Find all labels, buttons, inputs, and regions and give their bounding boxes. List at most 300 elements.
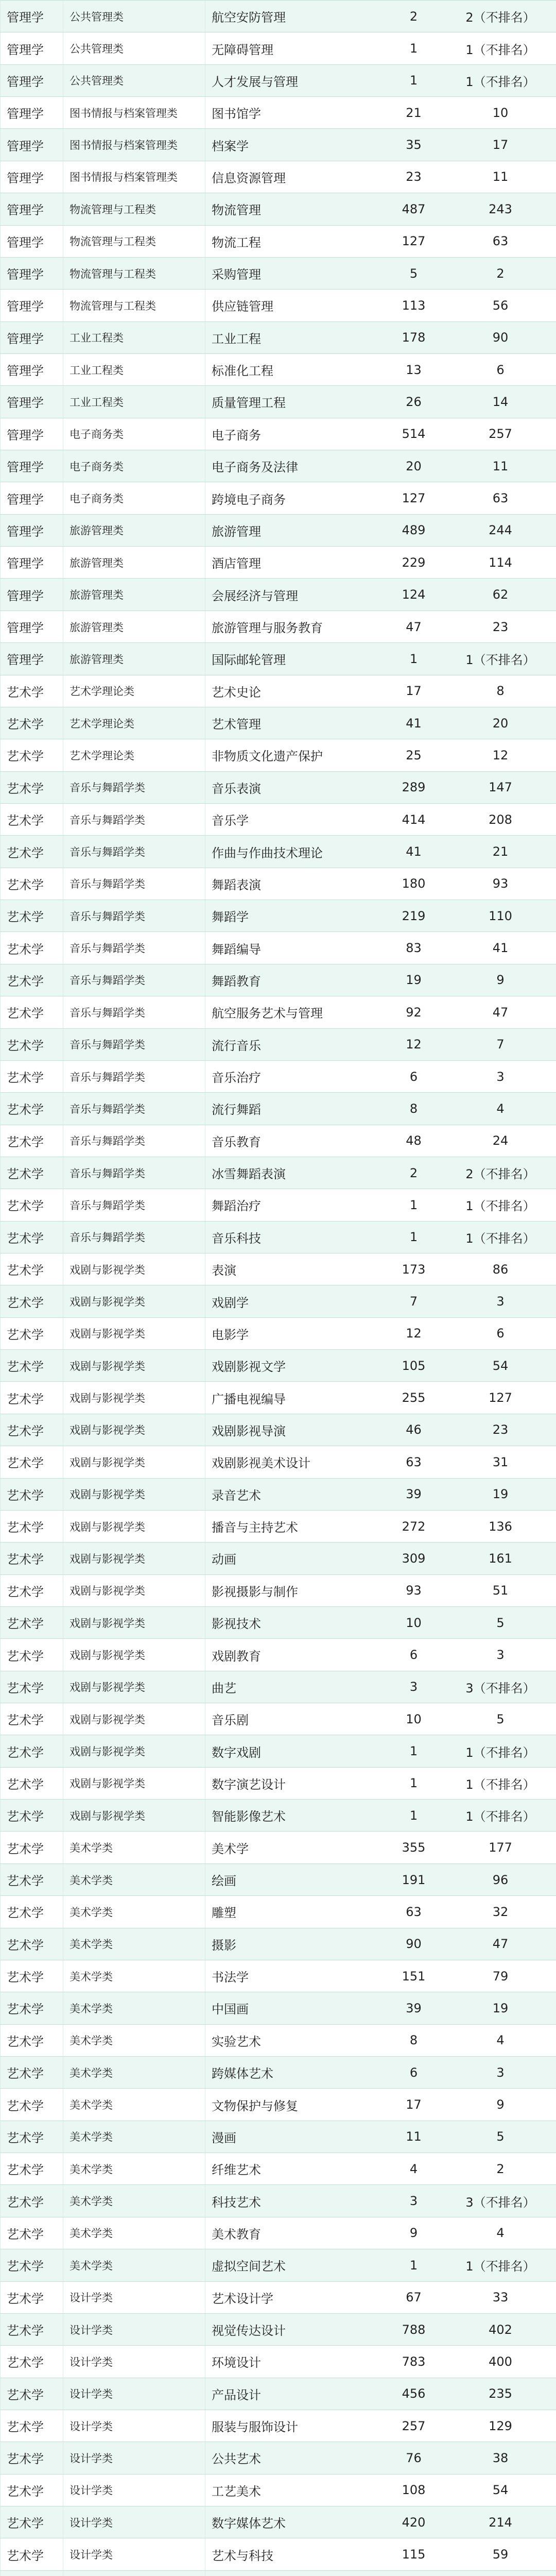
discipline-cell: 艺术学 xyxy=(1,1863,63,1895)
rank-count-cell: 2 xyxy=(445,2153,556,2185)
major-name-cell: 服装与服饰设计 xyxy=(205,2410,383,2442)
discipline-cell: 艺术学 xyxy=(1,2474,63,2506)
table-row xyxy=(1,1189,556,1221)
rank-count-cell: 11 xyxy=(445,161,556,193)
count-cell: 3 xyxy=(383,2185,445,2217)
rank-count-cell: 208 xyxy=(445,803,556,835)
discipline-cell: 艺术学 xyxy=(1,2442,63,2474)
rank-count-cell: 400 xyxy=(445,2346,556,2378)
discipline-cell: 管理学 xyxy=(1,579,63,611)
major-name-cell: 戏剧学 xyxy=(205,1285,383,1317)
rank-count-cell: 6 xyxy=(445,353,556,385)
table-row xyxy=(1,1960,556,1992)
rank-count-cell: 23 xyxy=(445,1414,556,1446)
major-name-cell: 采购管理 xyxy=(205,257,383,289)
count-cell: 113 xyxy=(383,290,445,321)
subject-category-cell: 美术学类 xyxy=(63,2024,205,2056)
table-row xyxy=(1,2057,556,2089)
major-name-cell: 工艺美术 xyxy=(205,2474,383,2506)
count-cell: 127 xyxy=(383,225,445,257)
table-row xyxy=(1,611,556,642)
major-name-cell: 音乐科技 xyxy=(205,1221,383,1253)
rank-count-cell: 3 xyxy=(445,1639,556,1671)
subject-category-cell: 音乐与舞蹈学类 xyxy=(63,868,205,900)
subject-category-cell: 设计学类 xyxy=(63,2538,205,2570)
count-cell: 178 xyxy=(383,321,445,353)
rank-count-cell: 56 xyxy=(445,290,556,321)
table-row xyxy=(1,2570,556,2576)
rank-count-cell: 1（不排名） xyxy=(445,32,556,64)
count-cell: 420 xyxy=(383,2506,445,2538)
rank-count-cell: 54 xyxy=(445,1350,556,1382)
discipline-cell: 管理学 xyxy=(1,257,63,289)
major-name-cell: 舞蹈编导 xyxy=(205,932,383,964)
rank-count-cell: 147 xyxy=(445,771,556,803)
major-name-cell: 舞蹈治疗 xyxy=(205,1189,383,1221)
table-row xyxy=(1,996,556,1028)
count-cell: 191 xyxy=(383,1863,445,1895)
major-name-cell: 戏剧影视美术设计 xyxy=(205,1446,383,1478)
table-row xyxy=(1,2185,556,2217)
major-name-cell: 旅游管理 xyxy=(205,514,383,546)
count-cell: 255 xyxy=(383,1382,445,1414)
major-name-cell: 影视技术 xyxy=(205,1606,383,1638)
discipline-cell: 艺术学 xyxy=(1,868,63,900)
discipline-cell: 艺术学 xyxy=(1,1800,63,1832)
count-cell: 25 xyxy=(383,739,445,771)
rank-count-cell: 33 xyxy=(445,2281,556,2313)
count-cell: 17 xyxy=(383,675,445,707)
discipline-cell: 艺术学 xyxy=(1,739,63,771)
table-row xyxy=(1,450,556,482)
discipline-cell: 艺术学 xyxy=(1,2217,63,2249)
count-cell: 105 xyxy=(383,1350,445,1382)
rank-count-cell: 1（不排名） xyxy=(445,64,556,96)
rank-count-cell: 24 xyxy=(445,1125,556,1157)
subject-category-cell: 美术学类 xyxy=(63,1992,205,2024)
subject-category-cell: 物流管理与工程类 xyxy=(63,225,205,257)
major-name-cell: 影视摄影与制作 xyxy=(205,1574,383,1606)
major-name-cell: 视觉传达设计 xyxy=(205,2313,383,2345)
subject-category-cell: 物流管理与工程类 xyxy=(63,290,205,321)
discipline-cell: 艺术学 xyxy=(1,1093,63,1125)
subject-category-cell: 戏剧与影视学类 xyxy=(63,1350,205,1382)
table-row xyxy=(1,1992,556,2024)
discipline-cell: 管理学 xyxy=(1,643,63,675)
major-name-cell: 录音艺术 xyxy=(205,1478,383,1510)
table-row xyxy=(1,1317,556,1349)
count-cell: 12 xyxy=(383,1028,445,1060)
rank-count-cell: 3（不排名） xyxy=(445,1671,556,1703)
major-name-cell: 供应链管理 xyxy=(205,290,383,321)
major-name-cell: 数字戏剧 xyxy=(205,1735,383,1767)
subject-category-cell: 美术学类 xyxy=(63,2249,205,2281)
major-name-cell: 播音与主持艺术 xyxy=(205,1510,383,1542)
major-name-cell: 音乐治疗 xyxy=(205,1060,383,1092)
discipline-cell: 艺术学 xyxy=(1,1125,63,1157)
rank-count-cell: 5 xyxy=(445,1703,556,1735)
discipline-cell: 艺术学 xyxy=(1,1960,63,1992)
count-cell: 67 xyxy=(383,2281,445,2313)
discipline-cell: 艺术学 xyxy=(1,1832,63,1863)
count-cell: 39 xyxy=(383,1992,445,2024)
count-cell: 4 xyxy=(383,2153,445,2185)
rank-count-cell: 1（不排名） xyxy=(445,643,556,675)
subject-category-cell: 音乐与舞蹈学类 xyxy=(63,996,205,1028)
major-name-cell: 冰雪舞蹈表演 xyxy=(205,1157,383,1189)
discipline-cell: 艺术学 xyxy=(1,2506,63,2538)
count-cell: 127 xyxy=(383,482,445,514)
rank-count-cell: 20 xyxy=(445,707,556,739)
major-name-cell: 航空服务艺术与管理 xyxy=(205,996,383,1028)
table-row xyxy=(1,1928,556,1960)
major-name-cell: 舞蹈表演 xyxy=(205,868,383,900)
discipline-cell: 艺术学 xyxy=(1,836,63,868)
discipline-cell xyxy=(1,2570,63,2576)
rank-count-cell: 90 xyxy=(445,321,556,353)
count-cell: 414 xyxy=(383,803,445,835)
count-cell: 90 xyxy=(383,1928,445,1960)
discipline-cell: 艺术学 xyxy=(1,1767,63,1799)
table-row xyxy=(1,900,556,932)
table-row xyxy=(1,2442,556,2474)
table-row xyxy=(1,2313,556,2345)
rank-count-cell: 9 xyxy=(445,964,556,996)
discipline-cell: 艺术学 xyxy=(1,1285,63,1317)
rank-count-cell: 3（不排名） xyxy=(445,2185,556,2217)
subject-category-cell: 美术学类 xyxy=(63,2217,205,2249)
table-row xyxy=(1,290,556,321)
subject-category-cell: 戏剧与影视学类 xyxy=(63,1639,205,1671)
subject-category-cell: 艺术学理论类 xyxy=(63,739,205,771)
rank-count-cell: 11 xyxy=(445,450,556,482)
major-name-cell: 戏剧影视导演 xyxy=(205,1414,383,1446)
major-name-cell: 广播电视编导 xyxy=(205,1382,383,1414)
rank-count-cell: 257 xyxy=(445,418,556,450)
table-row xyxy=(1,64,556,96)
count-cell: 83 xyxy=(383,932,445,964)
count-cell: 173 xyxy=(383,1253,445,1285)
subject-category-cell: 音乐与舞蹈学类 xyxy=(63,1028,205,1060)
rank-count-cell: 1（不排名） xyxy=(445,1767,556,1799)
major-name-cell: 舞蹈学 xyxy=(205,900,383,932)
rank-count-cell: 38 xyxy=(445,2442,556,2474)
subject-category-cell: 设计学类 xyxy=(63,2378,205,2410)
discipline-cell: 艺术学 xyxy=(1,771,63,803)
major-name-cell: 动画 xyxy=(205,1543,383,1574)
count-cell: 487 xyxy=(383,193,445,225)
major-name-cell: 戏剧影视文学 xyxy=(205,1350,383,1382)
table-row xyxy=(1,2121,556,2153)
discipline-cell: 管理学 xyxy=(1,514,63,546)
count-cell xyxy=(383,2570,445,2576)
rank-count-cell: 243 xyxy=(445,193,556,225)
major-name-cell: 产品设计 xyxy=(205,2378,383,2410)
major-name-cell: 纤维艺术 xyxy=(205,2153,383,2185)
rank-count-cell: 4 xyxy=(445,1093,556,1125)
rank-count-cell: 47 xyxy=(445,1928,556,1960)
subject-category-cell: 旅游管理类 xyxy=(63,643,205,675)
rank-count-cell: 8 xyxy=(445,675,556,707)
rank-count-cell: 114 xyxy=(445,547,556,579)
subject-category-cell: 设计学类 xyxy=(63,2474,205,2506)
subject-category-cell: 美术学类 xyxy=(63,2057,205,2089)
major-name-cell: 无障碍管理 xyxy=(205,32,383,64)
table-row xyxy=(1,1703,556,1735)
count-cell: 514 xyxy=(383,418,445,450)
table-row xyxy=(1,1606,556,1638)
major-name-cell: 文物保护与修复 xyxy=(205,2089,383,2121)
subject-category-cell: 设计学类 xyxy=(63,2506,205,2538)
subject-category-cell: 设计学类 xyxy=(63,2442,205,2474)
table-row xyxy=(1,643,556,675)
subject-category-cell: 戏剧与影视学类 xyxy=(63,1446,205,1478)
discipline-cell: 艺术学 xyxy=(1,675,63,707)
discipline-cell: 艺术学 xyxy=(1,1606,63,1638)
rank-count-cell: 5 xyxy=(445,2121,556,2153)
table-row xyxy=(1,129,556,161)
subject-category-cell: 设计学类 xyxy=(63,2313,205,2345)
discipline-cell: 艺术学 xyxy=(1,1703,63,1735)
count-cell: 456 xyxy=(383,2378,445,2410)
table-row xyxy=(1,2474,556,2506)
discipline-cell: 管理学 xyxy=(1,1,63,32)
table-row xyxy=(1,1863,556,1895)
rank-count-cell: 4 xyxy=(445,2024,556,2056)
subject-category-cell: 戏剧与影视学类 xyxy=(63,1478,205,1510)
table-row xyxy=(1,1574,556,1606)
subject-category-cell: 音乐与舞蹈学类 xyxy=(63,1060,205,1092)
discipline-cell: 管理学 xyxy=(1,547,63,579)
rank-count-cell: 110 xyxy=(445,900,556,932)
table-row xyxy=(1,1157,556,1189)
subject-category-cell xyxy=(63,2570,205,2576)
count-cell: 12 xyxy=(383,1317,445,1349)
discipline-cell: 艺术学 xyxy=(1,1350,63,1382)
table-row xyxy=(1,1767,556,1799)
table-row xyxy=(1,547,556,579)
table-row xyxy=(1,579,556,611)
table-row xyxy=(1,1350,556,1382)
major-name-cell: 信息资源管理 xyxy=(205,161,383,193)
major-name-cell: 流行舞蹈 xyxy=(205,1093,383,1125)
table-row xyxy=(1,514,556,546)
major-name-cell: 跨境电子商务 xyxy=(205,482,383,514)
subject-category-cell: 美术学类 xyxy=(63,1896,205,1928)
table-row xyxy=(1,1028,556,1060)
rank-count-cell: 79 xyxy=(445,1960,556,1992)
discipline-cell: 艺术学 xyxy=(1,1317,63,1349)
count-cell: 108 xyxy=(383,2474,445,2506)
count-cell: 41 xyxy=(383,707,445,739)
table-row xyxy=(1,353,556,385)
discipline-cell: 艺术学 xyxy=(1,1992,63,2024)
rank-count-cell: 136 xyxy=(445,1510,556,1542)
subject-category-cell: 工业工程类 xyxy=(63,321,205,353)
major-name-cell: 流行音乐 xyxy=(205,1028,383,1060)
major-name-cell: 公共艺术 xyxy=(205,2442,383,2474)
table-row xyxy=(1,2346,556,2378)
rank-count-cell xyxy=(445,2570,556,2576)
count-cell: 124 xyxy=(383,579,445,611)
discipline-cell: 艺术学 xyxy=(1,2121,63,2153)
discipline-cell: 艺术学 xyxy=(1,2249,63,2281)
count-cell: 92 xyxy=(383,996,445,1028)
discipline-cell: 管理学 xyxy=(1,386,63,418)
table-row xyxy=(1,1414,556,1446)
count-cell: 11 xyxy=(383,2121,445,2153)
count-cell: 26 xyxy=(383,386,445,418)
discipline-cell: 艺术学 xyxy=(1,1189,63,1221)
major-name-cell: 艺术管理 xyxy=(205,707,383,739)
major-name-cell: 工业工程 xyxy=(205,321,383,353)
rank-count-cell: 1（不排名） xyxy=(445,2249,556,2281)
table-row xyxy=(1,2506,556,2538)
rank-count-cell: 10 xyxy=(445,97,556,129)
rank-count-cell: 5 xyxy=(445,1606,556,1638)
subject-category-cell: 音乐与舞蹈学类 xyxy=(63,1157,205,1189)
discipline-cell: 艺术学 xyxy=(1,1639,63,1671)
subject-category-cell: 美术学类 xyxy=(63,2121,205,2153)
rank-count-cell: 244 xyxy=(445,514,556,546)
rank-count-cell: 23 xyxy=(445,611,556,642)
count-cell: 289 xyxy=(383,771,445,803)
major-name-cell: 会展经济与管理 xyxy=(205,579,383,611)
rank-count-cell: 32 xyxy=(445,1896,556,1928)
rank-count-cell: 31 xyxy=(445,1446,556,1478)
rank-count-cell: 3 xyxy=(445,1285,556,1317)
subject-category-cell: 音乐与舞蹈学类 xyxy=(63,771,205,803)
table-row xyxy=(1,1125,556,1157)
table-row xyxy=(1,321,556,353)
major-name-cell: 虚拟空间艺术 xyxy=(205,2249,383,2281)
subject-category-cell: 戏剧与影视学类 xyxy=(63,1510,205,1542)
count-cell: 7 xyxy=(383,1285,445,1317)
count-cell: 46 xyxy=(383,1414,445,1446)
subject-category-cell: 戏剧与影视学类 xyxy=(63,1735,205,1767)
count-cell: 8 xyxy=(383,1093,445,1125)
count-cell: 3 xyxy=(383,1671,445,1703)
count-cell: 39 xyxy=(383,1478,445,1510)
subject-category-cell: 音乐与舞蹈学类 xyxy=(63,836,205,868)
discipline-cell: 艺术学 xyxy=(1,1478,63,1510)
subject-category-cell: 戏剧与影视学类 xyxy=(63,1606,205,1638)
table-row xyxy=(1,1382,556,1414)
subject-category-cell: 美术学类 xyxy=(63,1863,205,1895)
major-name-cell: 表演 xyxy=(205,1253,383,1285)
count-cell: 6 xyxy=(383,2057,445,2089)
major-name-cell: 漫画 xyxy=(205,2121,383,2153)
discipline-cell: 艺术学 xyxy=(1,2378,63,2410)
rank-count-cell: 2 xyxy=(445,257,556,289)
discipline-cell: 艺术学 xyxy=(1,1543,63,1574)
discipline-cell: 艺术学 xyxy=(1,2313,63,2345)
rank-count-cell: 3 xyxy=(445,1060,556,1092)
subject-category-cell: 美术学类 xyxy=(63,1832,205,1863)
major-name-cell: 音乐剧 xyxy=(205,1703,383,1735)
table-row xyxy=(1,1896,556,1928)
subject-category-cell: 设计学类 xyxy=(63,2281,205,2313)
table-body xyxy=(1,1,556,2576)
major-name-cell: 科技艺术 xyxy=(205,2185,383,2217)
subject-category-cell: 戏剧与影视学类 xyxy=(63,1574,205,1606)
subject-category-cell: 旅游管理类 xyxy=(63,547,205,579)
discipline-cell: 管理学 xyxy=(1,321,63,353)
rank-count-cell: 2（不排名） xyxy=(445,1,556,32)
table-row xyxy=(1,386,556,418)
discipline-cell: 艺术学 xyxy=(1,2057,63,2089)
rank-count-cell: 14 xyxy=(445,386,556,418)
count-cell: 309 xyxy=(383,1543,445,1574)
subject-category-cell: 戏剧与影视学类 xyxy=(63,1767,205,1799)
table-row xyxy=(1,836,556,868)
discipline-cell: 管理学 xyxy=(1,129,63,161)
rank-count-cell: 19 xyxy=(445,1478,556,1510)
rank-count-cell: 12 xyxy=(445,739,556,771)
major-name-cell: 标准化工程 xyxy=(205,353,383,385)
major-name-cell: 音乐学 xyxy=(205,803,383,835)
count-cell: 63 xyxy=(383,1446,445,1478)
subject-category-cell: 图书情报与档案管理类 xyxy=(63,129,205,161)
table-row xyxy=(1,1253,556,1285)
discipline-cell: 艺术学 xyxy=(1,932,63,964)
count-cell: 219 xyxy=(383,900,445,932)
rank-count-cell: 127 xyxy=(445,1382,556,1414)
table-row xyxy=(1,2153,556,2185)
rank-count-cell: 93 xyxy=(445,868,556,900)
count-cell: 10 xyxy=(383,1606,445,1638)
subject-category-cell: 音乐与舞蹈学类 xyxy=(63,803,205,835)
major-name-cell: 雕塑 xyxy=(205,1896,383,1928)
discipline-cell: 艺术学 xyxy=(1,1221,63,1253)
subject-category-cell: 音乐与舞蹈学类 xyxy=(63,932,205,964)
count-cell: 47 xyxy=(383,611,445,642)
count-cell: 1 xyxy=(383,1189,445,1221)
discipline-cell: 管理学 xyxy=(1,450,63,482)
count-cell: 5 xyxy=(383,257,445,289)
major-name-cell: 书法学 xyxy=(205,1960,383,1992)
subject-category-cell: 公共管理类 xyxy=(63,32,205,64)
discipline-cell: 艺术学 xyxy=(1,1414,63,1446)
major-name-cell: 音乐教育 xyxy=(205,1125,383,1157)
rank-count-cell: 63 xyxy=(445,482,556,514)
count-cell: 1 xyxy=(383,2249,445,2281)
discipline-cell: 管理学 xyxy=(1,32,63,64)
major-name-cell: 环境设计 xyxy=(205,2346,383,2378)
subject-category-cell: 物流管理与工程类 xyxy=(63,257,205,289)
subject-category-cell: 音乐与舞蹈学类 xyxy=(63,1221,205,1253)
rank-count-cell: 6 xyxy=(445,1317,556,1349)
discipline-cell: 艺术学 xyxy=(1,1671,63,1703)
rank-count-cell: 2（不排名） xyxy=(445,1157,556,1189)
subject-category-cell: 电子商务类 xyxy=(63,418,205,450)
count-cell: 6 xyxy=(383,1639,445,1671)
count-cell: 1 xyxy=(383,1800,445,1832)
subject-category-cell: 戏剧与影视学类 xyxy=(63,1800,205,1832)
table-row xyxy=(1,1671,556,1703)
discipline-cell: 艺术学 xyxy=(1,1157,63,1189)
rank-count-cell: 63 xyxy=(445,225,556,257)
rank-count-cell: 402 xyxy=(445,2313,556,2345)
discipline-cell: 艺术学 xyxy=(1,1928,63,1960)
rank-count-cell: 161 xyxy=(445,1543,556,1574)
discipline-cell: 艺术学 xyxy=(1,1028,63,1060)
subject-category-cell: 音乐与舞蹈学类 xyxy=(63,900,205,932)
major-name-cell: 国际邮轮管理 xyxy=(205,643,383,675)
table-row xyxy=(1,1735,556,1767)
major-name-cell: 电子商务 xyxy=(205,418,383,450)
major-name-cell: 数字演艺设计 xyxy=(205,1767,383,1799)
